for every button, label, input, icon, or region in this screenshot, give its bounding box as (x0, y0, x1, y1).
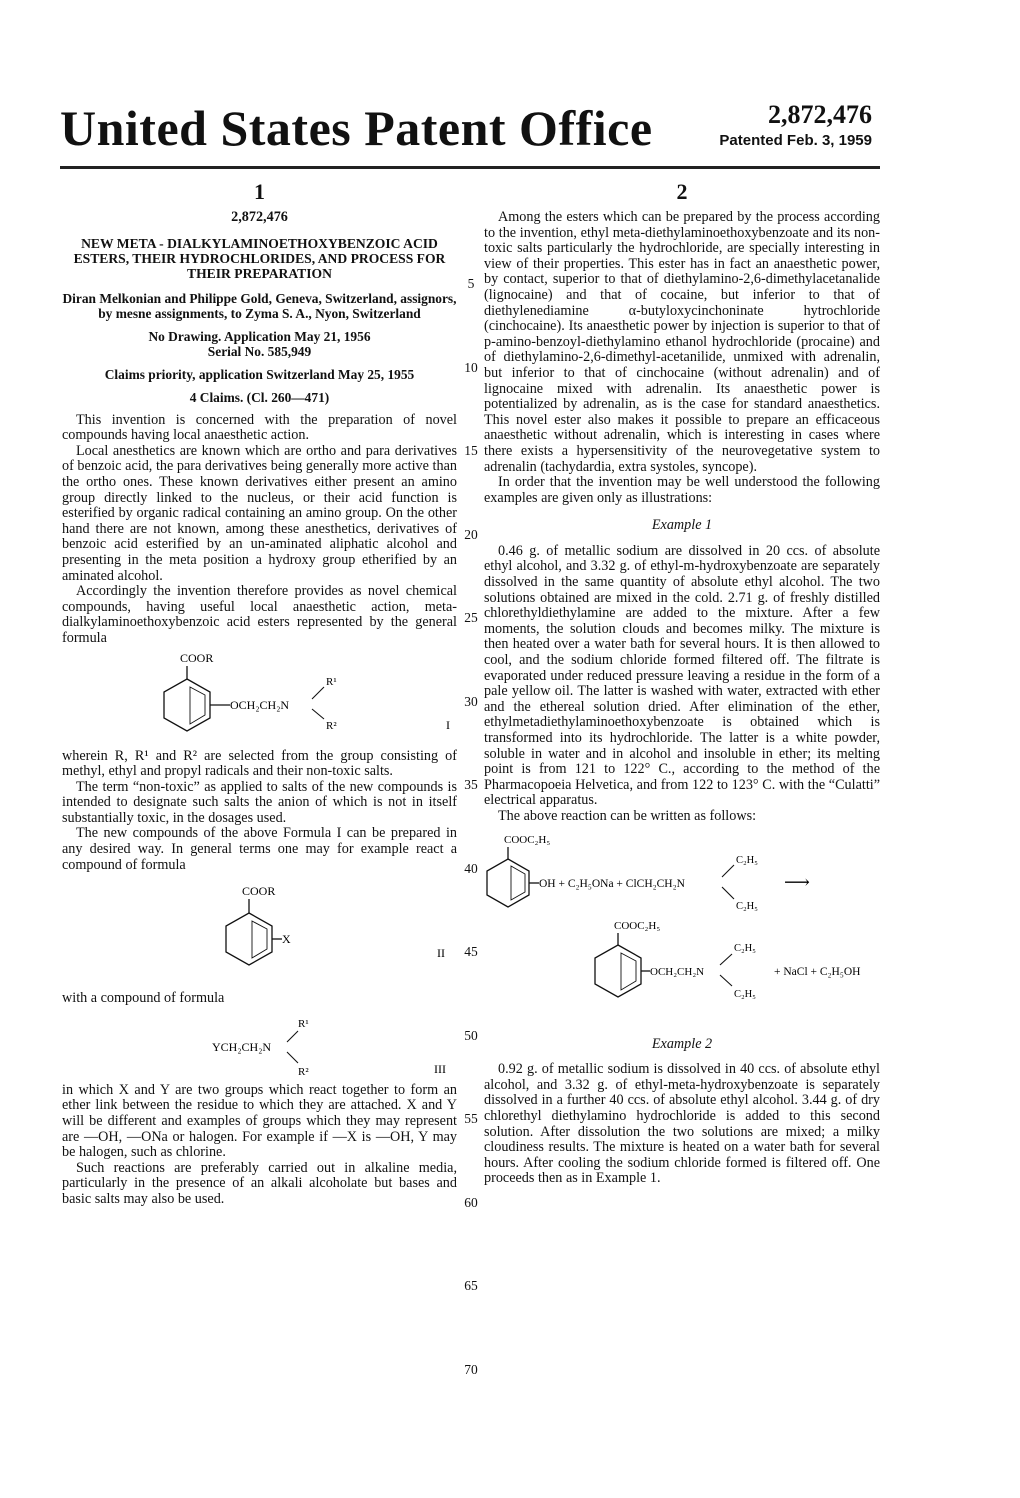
formula-3 (62, 1007, 457, 1083)
paragraph: The term “non-toxic” as applied to salts of the new compounds is intended to designate such salts the anion of which is not in itself substantially toxic, in the dosages used. (62, 778, 457, 826)
paragraph: In order that the invention may be well understood the following examples are given only as illustrations: (484, 474, 880, 506)
line-number: 55 (464, 1111, 478, 1126)
paragraph: Such reactions are preferably carried out in alkaline media, particularly in the presence of an alkali alcoholate but bases and basic salts may also be used. (62, 1159, 457, 1207)
reactant-rest: OH + C₂H₅ONa + ClCH₂CH₂N (539, 877, 685, 890)
formula-3-r1: R¹ (298, 1017, 309, 1030)
line-number: 50 (464, 1028, 478, 1043)
paragraph: This invention is concerned with the preparation of novel compounds having local anaesthetic action. (62, 411, 457, 444)
benzene-ring (595, 945, 641, 997)
paragraph: with a compound of formula (62, 990, 225, 1007)
formula-2-coor: COOR (242, 884, 276, 899)
left-column (62, 180, 457, 1208)
formula-2-x: X (282, 932, 291, 947)
formula-2 (62, 873, 457, 991)
line-number: 20 (464, 527, 478, 542)
right-column (484, 180, 880, 1187)
header-rule (60, 166, 880, 169)
masthead (60, 100, 880, 160)
product-tail: + NaCl + C₂H₅OH (774, 965, 861, 978)
formula-3-r2: R² (298, 1065, 309, 1078)
line-number: 5 (467, 276, 475, 291)
ethyl-group: C₂H₅ (734, 942, 756, 954)
line-number: 45 (464, 944, 478, 959)
priority-claim: Claims priority, application Switzerland May 25, 1955 (104, 366, 415, 382)
ethyl-group: C₂H₅ (734, 988, 756, 1000)
product-chain: OCH₂CH₂N (650, 965, 705, 978)
paragraph: in which X and Y are two groups which react together to form an ether link between the residue to which they are attached. X and Y will be different and examples of groups which they may represent are —OH, —ONa or halogen. For example if —X is —OH, Y may be halogen, such as chlorine. (62, 1081, 457, 1161)
formula-1-r1: R¹ (326, 675, 337, 688)
patent-number-small: 2,872,476 (231, 209, 288, 225)
office-name: United States Patent Office (60, 100, 653, 156)
paragraph: The above reaction can be written as follows: (498, 807, 757, 824)
formula-3-chain: YCH₂CH₂N (212, 1039, 272, 1054)
formula-1-label: I (446, 717, 450, 732)
application-line: No Drawing. Application May 21, 1956 (148, 328, 371, 344)
column-number: 2 (676, 179, 688, 204)
line-number: 30 (464, 694, 478, 709)
claims-line: 4 Claims. (Cl. 260—471) (189, 389, 330, 405)
benzene-ring (487, 859, 529, 907)
paragraph: Accordingly the invention therefore provides as novel chemical compounds, having useful local anaesthetic action, meta-dialkylaminoethoxybenzoic acid esters represented by the general formula (62, 583, 457, 646)
formula-1-r2: R² (326, 719, 337, 732)
ethyl-group: C₂H₅ (736, 900, 758, 912)
formula-1-coor: COOR (180, 650, 214, 665)
line-number: 40 (464, 861, 478, 876)
paragraph: Local anesthetics are known which are ortho and para derivatives of benzoic acid, the para derivatives being generally more active than the ortho ones. These known derivatives either present an amino group directly linked to the nucleus, or their acid function is esterified by organic radical containing an amino group. On the other hand there are not known, among these anesthetics, derivatives of benzoic acid esterified by an un-aminated aliphatic alcohol and presenting in the meta position a hydroxy group etherified by an aminated alcohol. (62, 442, 457, 584)
example-1-heading: Example 1 (651, 517, 713, 534)
patented-date: Patented Feb. 3, 1959 (719, 132, 872, 149)
formula-2-label: II (437, 946, 445, 961)
line-number: 60 (464, 1195, 478, 1210)
example-2-heading: Example 2 (651, 1035, 713, 1052)
line-number: 35 (464, 777, 478, 792)
patent-number: 2,872,476 (768, 100, 872, 129)
paragraph: Among the esters which can be prepared by the process according to the invention, ethyl meta-diethylaminoethoxybenzoate and its non-toxic salts particularly the hydrochloride, are specially interesting in view of their properties. This ester has in fact an anaesthetic power, by contact, superior to that of diethylamino-2,6-dimethylacetanalide (lignocaine) and that of cocaine, but inferior to that of diethylenediamine α-butyloxycinchoninate hytrochloride (cinchocaine). Its anaesthetic power by injection is superior to that of p-amino-benzoyl-diethylamino ethanol hydrochloride (procaine) and of diethylamino-2,6-dimethyl-acetanilide, unmixed with adrenalin, but inferior to that of cinchocaine (without adrenalin) and of lignocaine mixed with adrenalin. Its anaesthetic power is potentialized by adrenalin, as is the case for standard anaesthetics. This novel ester also makes it possible to prepare an efficaceous anaesthetic without adrenalin, which is interesting in cases where there exists a hypersensitivity of the neurovegetative system to adrenalin (tachydardia, extra systoles, syncope). (484, 209, 880, 475)
inventors: Diran Melkonian and Philippe Gold, Geneva, Switzerland, assignors, by mesne assignments, to Zyma S. A., Nyon, Switzerland (62, 290, 457, 321)
reaction-scheme (484, 825, 880, 1037)
line-number: 25 (464, 610, 478, 625)
line-number: 65 (464, 1278, 478, 1293)
patent-title: NEW META - DIALKYLAMINOETHOXYBENZOIC ACID ESTERS, THEIR HYDROCHLORIDES, AND PROCESS FOR THEIR PREPARATION (73, 235, 446, 281)
serial-number: Serial No. 585,949 (207, 343, 312, 359)
paragraph: 0.46 g. of metallic sodium are dissolved in 20 ccs. of absolute ethyl alcohol, and 3.32 g. of ethyl-m-hydroxybenzoate are separately dissolved in the same quantity of absolute ethyl alcohol. The two solutions obtained are mixed in the cold. 2.71 g. of freshly distilled chlorethyldiethylamine are added to the mixture. After a few moments, the solution clouds and becomes milky. The mixture is then heated over a water bath for several hours. It is then allowed to cool, and the sodium chloride formed filtered off. The filtrate is evaporated under reduced pressure leaving a residue in the form of a pale yellow oil. The latter is washed with water, extracted with ether and the ethereal solution dried. After elimination of the ether, ethylmetadiethylaminoethoxybenzoate is obtained which is transformed into its hydrochloride. The latter is a white powder, soluble in water and in alcohol and insoluble in ether; its melting point is from 121 to 122° C., according to the method of the Pharmacopoeia Helvetica, and from 122 to 123° C. with the “Culatti” electrical apparatus. (484, 542, 880, 809)
column-number: 1 (254, 179, 265, 204)
paragraph: The new compounds of the above Formula I can be prepared in any desired way. In general terms one may for example react a compound of formula (62, 825, 457, 873)
benzene-ring (164, 679, 210, 731)
line-number: 15 (464, 443, 478, 458)
product-ester: COOC₂H₅ (614, 919, 661, 932)
benzene-ring (226, 913, 272, 965)
reaction-arrow: ⟶ (784, 871, 810, 892)
line-number: 10 (464, 360, 478, 375)
formula-1-chain: OCH₂CH₂N (230, 697, 290, 712)
line-number: 70 (464, 1362, 478, 1377)
formula-1 (62, 647, 457, 739)
paragraph: wherein R, R¹ and R² are selected from the group consisting of methyl, ethyl and propyl radicals and their non-toxic salts. (62, 747, 457, 780)
paragraph: 0.92 g. of metallic sodium is dissolved in 40 ccs. of absolute ethyl alcohol, and 3.32 g. of ethyl-meta-hydroxybenzoate is separately dissolved in a further 40 ccs. of absolute ethyl alcohol. 3.44 g. of dry chlorethyl diethylamino hydrochloride is added to this second solution. After dissolution the two solutions are mixed; a milky cloudiness results. The mixture is heated on a water bath for several hours. After cooling the sodium chloride formed is filtered off. One proceeds then as in Example 1. (484, 1061, 880, 1187)
reactant-ester: COOC₂H₅ (504, 833, 551, 846)
ethyl-group: C₂H₅ (736, 854, 758, 866)
formula-3-label: III (434, 1061, 446, 1076)
